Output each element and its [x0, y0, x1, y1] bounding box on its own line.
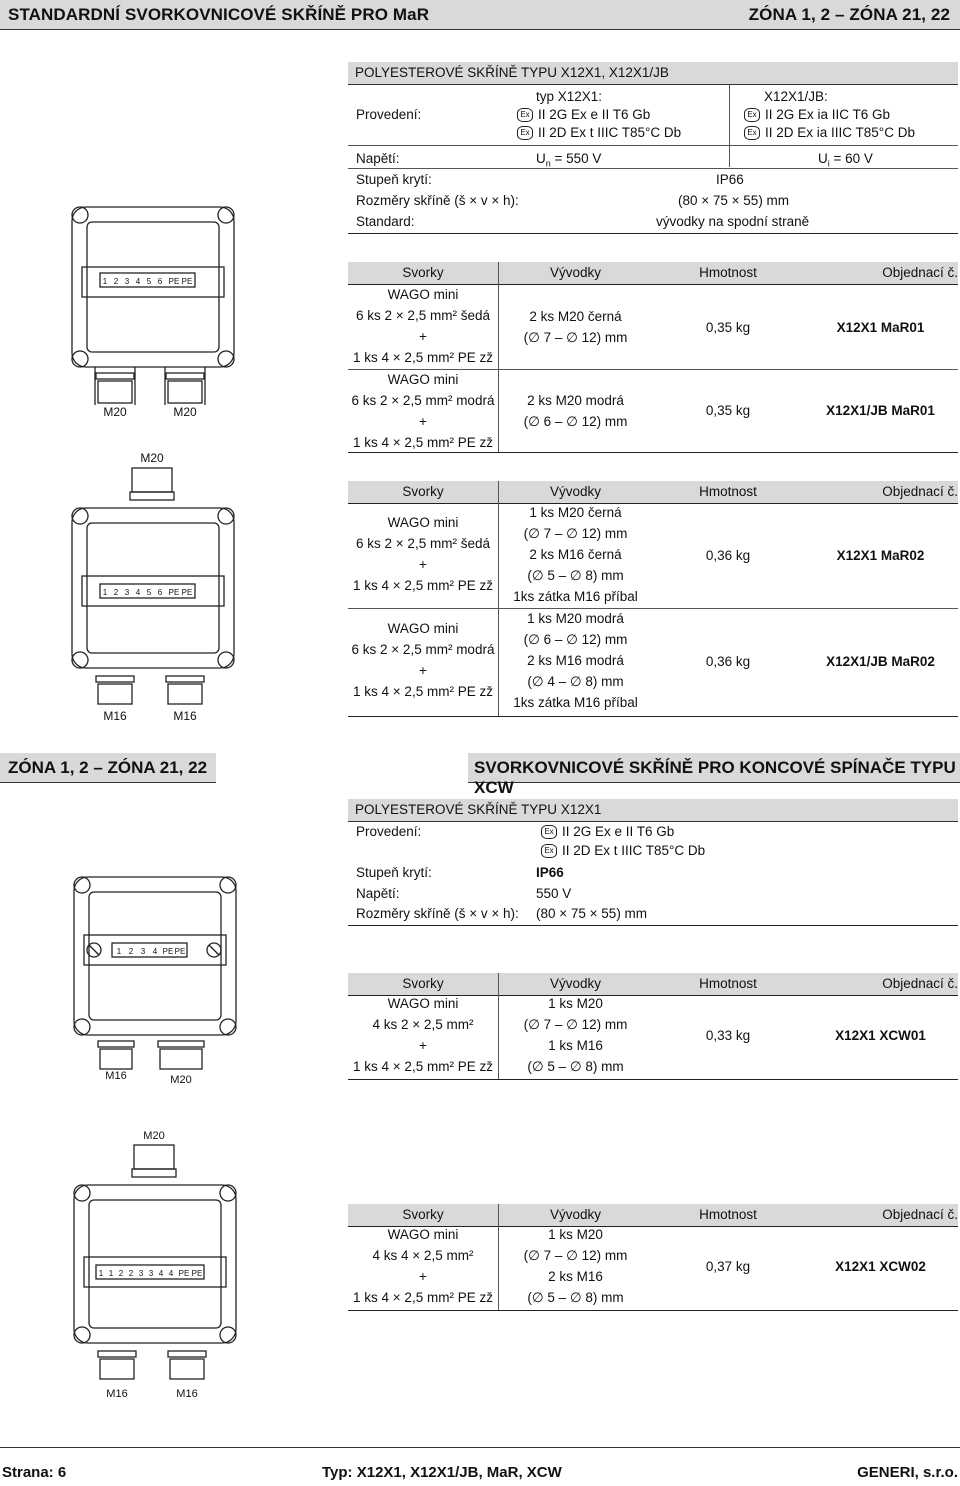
divider — [348, 716, 958, 717]
typ-line1: Ex II 2G Ex e II T6 Gb — [517, 107, 650, 122]
napeti-label: Napětí: — [356, 886, 400, 901]
enclosure-drawing-3 — [62, 865, 247, 1090]
rozmery-label: Rozměry skříně (š × v × h): — [356, 193, 519, 208]
divider — [348, 168, 958, 169]
terminal-label: 3 — [140, 947, 146, 956]
typ-label: typ X12X1: — [536, 89, 603, 104]
table-row-2-objednaci: X12X1/JB MaR02 — [826, 654, 935, 669]
gland-label: M20 — [143, 1130, 165, 1142]
ex-icon: Ex — [541, 844, 557, 858]
terminal-label: 4 — [135, 588, 141, 597]
table-row-objednaci: X12X1 XCW02 — [835, 1259, 926, 1274]
col-vyvodky: Vývodky — [549, 265, 602, 280]
gland-label: M16 — [105, 1070, 127, 1082]
footer-types: Typ: X12X1, X12X1/JB, MaR, XCW — [322, 1464, 562, 1481]
divider — [498, 1204, 499, 1310]
kryti-label: Stupeň krytí: — [356, 172, 432, 187]
terminal-labels — [103, 277, 193, 286]
col-objednaci: Objednací č. — [882, 265, 958, 280]
page-number: Strana: 6 — [2, 1464, 67, 1481]
spec1-title-bar — [348, 62, 958, 85]
section2-title: SVORKOVNICOVÉ SKŘÍNĚ PRO KONCOVÉ SPÍNAČE TYPU XCW — [474, 758, 956, 797]
col-svorky: Svorky — [402, 265, 444, 280]
terminal-label: PE — [162, 947, 174, 956]
table-row-objednaci: X12X1 XCW01 — [835, 1028, 926, 1043]
table-header — [348, 481, 958, 504]
terminal-label: 2 — [113, 588, 119, 597]
table-row-2-vyvodky: 1 ks M20 modrá (∅ 6 – ∅ 12) mm 2 ks M16 modrá (∅ 4 – ∅ 8) mm 1ks zátka M16 příbal — [513, 611, 638, 710]
gland-label: M16 — [176, 1388, 198, 1400]
order-table-4 — [348, 1204, 958, 1310]
terminal-label: PE — [178, 1269, 190, 1278]
col-objednaci: Objednací č. — [882, 976, 958, 991]
order-table-2 — [348, 481, 958, 716]
terminal-label: PE — [168, 277, 180, 286]
ex-icon: Ex — [744, 126, 760, 140]
col-hmotnost: Hmotnost — [699, 484, 757, 499]
jb-label: X12X1/JB: — [764, 89, 828, 104]
table-row-2-hmotnost: 0,35 kg — [705, 403, 751, 418]
rozmery-value: (80 × 75 × 55) mm — [536, 906, 648, 921]
section2-right-bar — [468, 753, 960, 797]
provedeni-label: Provedení: — [356, 107, 422, 122]
gland-label: M16 — [173, 709, 197, 723]
order-table-3 — [348, 973, 958, 1079]
napeti-left: $U_n = 550$ V — [536, 151, 602, 169]
divider — [348, 233, 958, 234]
gland-label: M20 — [173, 405, 197, 419]
col-vyvodky: Vývodky — [549, 976, 602, 991]
divider — [348, 145, 958, 146]
divider — [348, 1079, 958, 1080]
spec1-title: POLYESTEROVÉ SKŘÍNĚ TYPU X12X1, X12X1/JB — [355, 65, 669, 80]
table-row-1-vyvodky: 1 ks M20 černá (∅ 7 – ∅ 12) mm 2 ks M16 černá (∅ 5 – ∅ 8) mm 1ks zátka M16 příbal — [513, 505, 638, 604]
terminal-label: PE — [181, 277, 193, 286]
footer-company: GENERI, s.r.o. — [857, 1464, 958, 1481]
footer — [0, 1447, 960, 1486]
terminal-label: 4 — [168, 1269, 174, 1278]
divider — [348, 1310, 958, 1311]
spec2-line2: Ex II 2D Ex t IIIC T85°C Db — [541, 843, 705, 858]
header-zone: ZÓNA 1, 2 – ZÓNA 21, 22 — [748, 5, 950, 24]
terminal-labels — [117, 947, 186, 956]
terminal-label: 1 — [102, 277, 108, 286]
terminal-label: 2 — [128, 1269, 134, 1278]
table-row-vyvodky: 1 ks M20 (∅ 7 – ∅ 12) mm 2 ks M16 (∅ 5 – ∅ 8) mm — [523, 1227, 628, 1305]
col-svorky: Svorky — [402, 1207, 444, 1222]
table-row-hmotnost: 0,33 kg — [705, 1028, 751, 1043]
col-objednaci: Objednací č. — [882, 1207, 958, 1222]
col-svorky: Svorky — [402, 976, 444, 991]
terminal-label: 3 — [148, 1269, 154, 1278]
col-vyvodky: Vývodky — [549, 1207, 602, 1222]
jb-line2: Ex II 2D Ex ia IIIC T85°C Db — [744, 125, 915, 140]
spec2-line1: Ex II 2G Ex e II T6 Gb — [541, 824, 674, 839]
table-row-1-svorky: WAGO mini 6 ks 2 × 2,5 mm² šedá + 1 ks 4 × 2,5 mm² PE zž — [353, 515, 493, 593]
table-row-2-vyvodky: 2 ks M20 modrá (∅ 6 – ∅ 12) mm — [523, 393, 628, 429]
standard-label: Standard: — [356, 214, 415, 229]
terminal-label: 4 — [152, 947, 158, 956]
terminal-label: 5 — [146, 277, 152, 286]
rozmery-value: (80 × 75 × 55) mm — [678, 193, 790, 208]
table-row-2-svorky: WAGO mini 6 ks 2 × 2,5 mm² modrá + 1 ks 4 × 2,5 mm² PE zž — [351, 372, 495, 450]
table-row-2-svorky: WAGO mini 6 ks 2 × 2,5 mm² modrá + 1 ks 4 × 2,5 mm² PE zž — [351, 621, 495, 699]
gland-label: M20 — [170, 1074, 192, 1086]
napeti-label: Napětí: — [356, 151, 400, 166]
terminal-label: 1 — [98, 1269, 104, 1278]
terminal-label: 2 — [113, 277, 119, 286]
header-title: STANDARDNÍ SVORKOVNICOVÉ SKŘÍNĚ PRO MaR — [8, 5, 430, 24]
terminal-labels — [103, 588, 193, 597]
terminal-label: 4 — [158, 1269, 164, 1278]
section2-zone: ZÓNA 1, 2 – ZÓNA 21, 22 — [8, 758, 208, 777]
terminal-labels — [99, 1269, 203, 1278]
section2-left-bar — [0, 753, 216, 783]
terminal-label: PE — [168, 588, 180, 597]
table-row-2-objednaci: X12X1/JB MaR01 — [826, 403, 935, 418]
table-row-svorky: WAGO mini 4 ks 2 × 2,5 mm² + 1 ks 4 × 2,5 mm² PE zž — [353, 996, 493, 1074]
divider — [498, 481, 499, 716]
gland-label: M20 — [103, 405, 127, 419]
order-table-1 — [348, 262, 958, 452]
table-row-hmotnost: 0,37 kg — [705, 1259, 751, 1274]
terminal-label: 3 — [124, 277, 130, 286]
header-banner — [0, 0, 960, 30]
table-row-1-hmotnost: 0,35 kg — [705, 320, 751, 335]
gland-label: M16 — [106, 1388, 128, 1400]
table-header — [348, 262, 958, 285]
col-vyvodky: Vývodky — [549, 484, 602, 499]
typ-line2: Ex II 2D Ex t IIIC T85°C Db — [517, 125, 681, 140]
enclosure-drawing-1 — [60, 195, 245, 425]
table-row-1-objednaci: X12X1 MaR02 — [836, 548, 925, 563]
table-row-1-hmotnost: 0,36 kg — [705, 548, 751, 563]
jb-line1: Ex II 2G Ex ia IIC T6 Gb — [744, 107, 890, 122]
table-row-vyvodky: 1 ks M20 (∅ 7 – ∅ 12) mm 1 ks M16 (∅ 5 – ∅ 8) mm — [523, 996, 628, 1074]
terminal-label: 6 — [157, 277, 163, 286]
col-svorky: Svorky — [402, 484, 444, 499]
provedeni-label: Provedení: — [356, 824, 422, 839]
ex-icon: Ex — [744, 108, 760, 122]
divider — [498, 262, 499, 452]
kryti-value: IP66 — [536, 865, 564, 880]
terminal-label: 1 — [102, 588, 108, 597]
divider — [498, 973, 499, 1079]
kryti-value: IP66 — [716, 172, 744, 187]
table-row-1-vyvodky: 2 ks M20 černá (∅ 7 – ∅ 12) mm — [523, 309, 628, 345]
kryti-label: Stupeň krytí: — [356, 865, 432, 880]
ex-icon: Ex — [541, 825, 557, 839]
enclosure-drawing-2 — [60, 448, 245, 728]
napeti-right: $U_i = 60$ V — [818, 151, 873, 169]
spec2-title: POLYESTEROVÉ SKŘÍNĚ TYPU X12X1 — [355, 802, 602, 817]
enclosure-drawing-4 — [62, 1125, 247, 1410]
ex-icon: Ex — [517, 108, 533, 122]
spec2-title-bar — [348, 799, 958, 822]
divider — [348, 608, 958, 609]
terminal-label: 4 — [135, 277, 141, 286]
col-hmotnost: Hmotnost — [699, 1207, 757, 1222]
napeti-value: 550 V — [536, 886, 572, 901]
gland-label: M16 — [103, 709, 127, 723]
divider — [729, 85, 730, 167]
col-hmotnost: Hmotnost — [699, 265, 757, 280]
table-row-1-svorky: WAGO mini 6 ks 2 × 2,5 mm² šedá + 1 ks 4 × 2,5 mm² PE zž — [353, 287, 493, 365]
terminal-label: 6 — [157, 588, 163, 597]
terminal-label: 2 — [118, 1269, 124, 1278]
table-row-svorky: WAGO mini 4 ks 4 × 2,5 mm² + 1 ks 4 × 2,5 mm² PE zž — [353, 1227, 493, 1305]
terminal-label: 5 — [146, 588, 152, 597]
terminal-label: 3 — [138, 1269, 144, 1278]
standard-value: vývodky na spodní straně — [656, 214, 810, 229]
terminal-label: PE — [191, 1269, 203, 1278]
terminal-label: 1 — [108, 1269, 114, 1278]
terminal-label: 3 — [124, 588, 130, 597]
terminal-label: 2 — [128, 947, 134, 956]
terminal-label: PE — [174, 947, 186, 956]
divider — [348, 452, 958, 453]
col-hmotnost: Hmotnost — [699, 976, 757, 991]
gland-label: M20 — [140, 451, 164, 465]
table-row-2-hmotnost: 0,36 kg — [705, 654, 751, 669]
terminal-label: 1 — [116, 947, 122, 956]
ex-icon: Ex — [517, 126, 533, 140]
terminal-label: PE — [181, 588, 193, 597]
table-row-1-objednaci: X12X1 MaR01 — [836, 320, 925, 335]
rozmery-label: Rozměry skříně (š × v × h): — [356, 906, 519, 921]
col-objednaci: Objednací č. — [882, 484, 958, 499]
divider — [348, 925, 958, 926]
